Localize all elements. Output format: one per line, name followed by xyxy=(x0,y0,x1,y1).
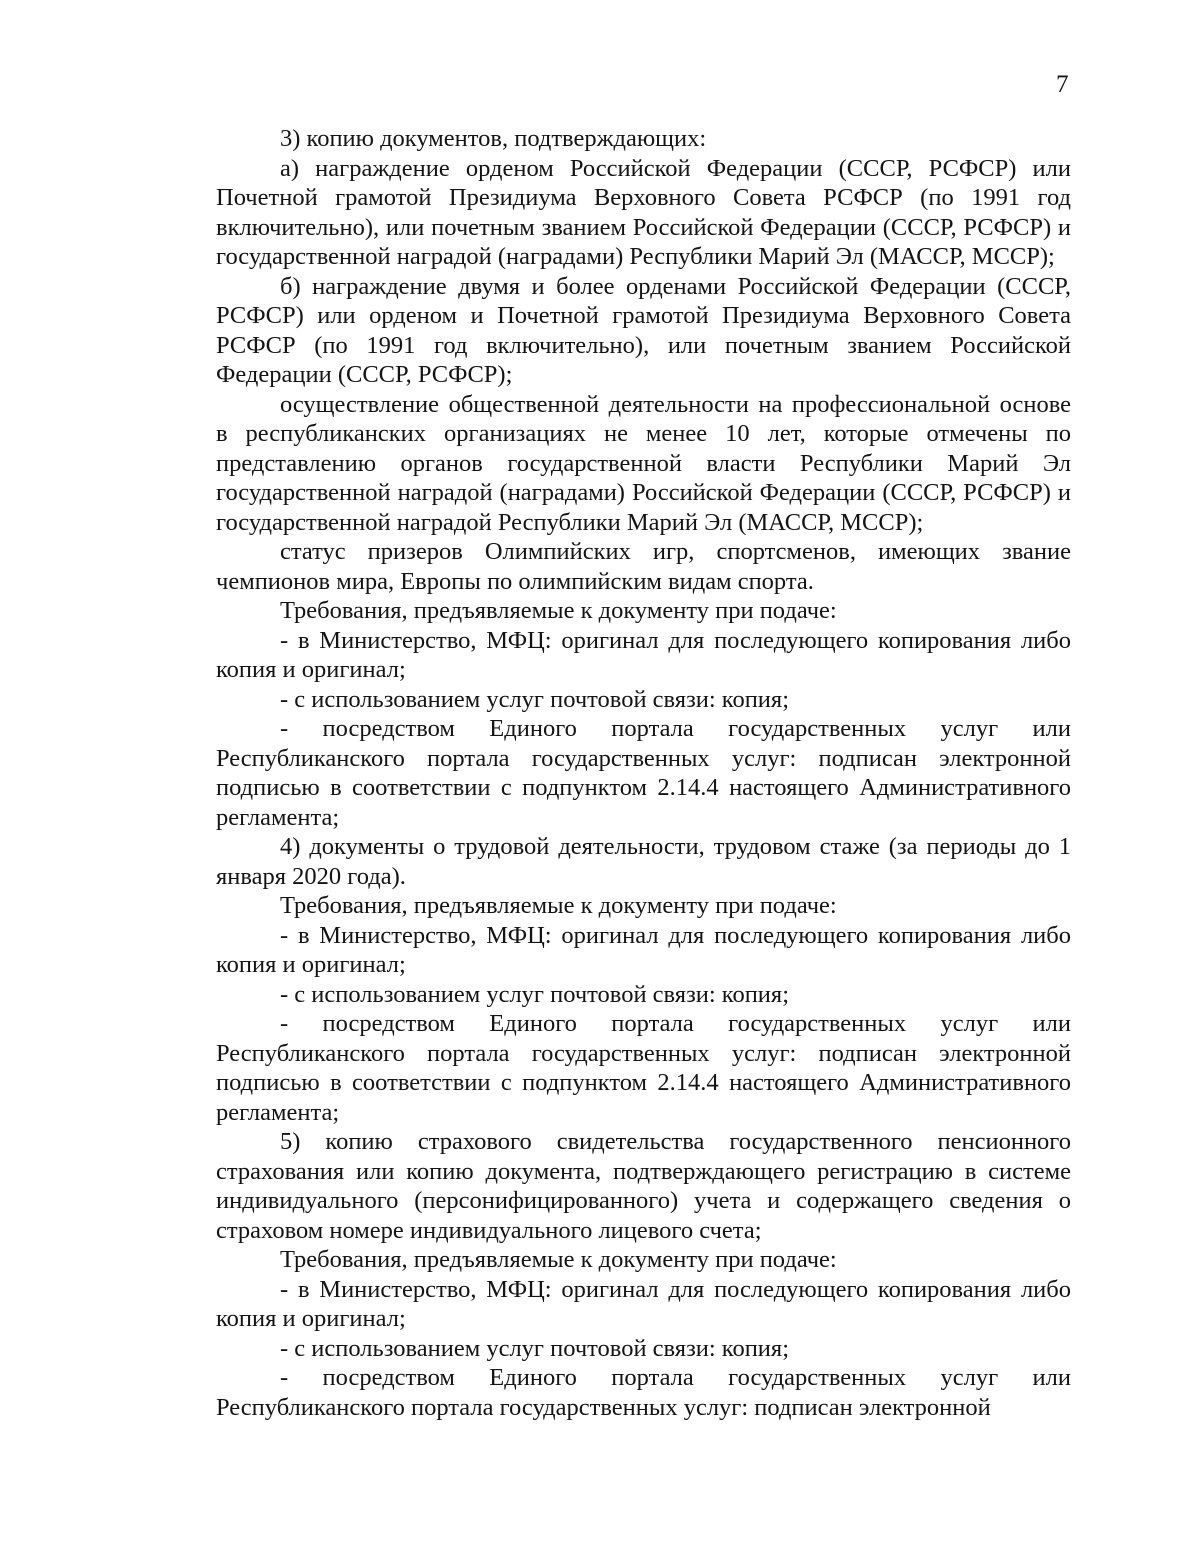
paragraph: осуществление общественной деятельности на профессиональной основе в республиканских организациях не менее 10 лет, которые отмечены по представлению органов государственной власти Республики Марий Эл государственной наградой (наградами) Российской Федерации (СССР, РСФСР) и государственной наградой Республики Марий Эл (МАССР, МССР); xyxy=(216,390,1071,536)
document-body xyxy=(216,124,1071,1422)
paragraph: - в Министерство, МФЦ: оригинал для последующего копирования либо копия и оригинал; xyxy=(216,1275,1071,1332)
paragraph: Требования, предъявляемые к документу при подаче: xyxy=(280,597,837,624)
paragraph: 5) копию страхового свидетельства государственного пенсионного страхования или копию документа, подтверждающего регистрацию в системе индивидуального (персонифицированного) учета и содержащего сведения о страховом номере индивидуального лицевого счета; xyxy=(216,1128,1071,1244)
paragraph: а) награждение орденом Российской Федерации (СССР, РСФСР) или Почетной грамотой Президиума Верховного Совета РСФСР (по 1991 год включительно), или почетным званием Российской Федерации (СССР, РСФСР) и государственной наградой (наградами) Республики Марий Эл (МАССР, МССР); xyxy=(216,154,1071,270)
paragraph: - посредством Единого портала государственных услуг или Республиканского портала государственных услуг: подписан электронной xyxy=(216,1364,1071,1421)
paragraph: - с использованием услуг почтовой связи: копия; xyxy=(280,1334,789,1362)
paragraph: 3) копию документов, подтверждающих: xyxy=(280,125,707,152)
paragraph: - посредством Единого портала государственных услуг или Республиканского портала государственных услуг: подписан электронной подписью в соответствии с подпунктом 2.14.4 настоящего Административного регламента; xyxy=(216,715,1071,831)
paragraph: - в Министерство, МФЦ: оригинал для последующего копирования либо копия и оригинал; xyxy=(216,921,1071,978)
paragraph: - с использованием услуг почтовой связи: копия; xyxy=(280,685,789,713)
paragraph: Требования, предъявляемые к документу при подаче: xyxy=(280,892,837,919)
paragraph: - в Министерство, МФЦ: оригинал для последующего копирования либо копия и оригинал; xyxy=(216,626,1071,683)
page-number: 7 xyxy=(1056,71,1069,98)
paragraph: б) награждение двумя и более орденами Российской Федерации (СССР, РСФСР) или орденом и Почетной грамотой Президиума Верховного Совета РСФСР (по 1991 год включительно), или почетным званием Российской Федерации (СССР, РСФСР); xyxy=(216,272,1071,388)
paragraph: статус призеров Олимпийских игр, спортсменов, имеющих звание чемпионов мира, Европы по олимпийским видам спорта. xyxy=(216,538,1071,595)
paragraph: - с использованием услуг почтовой связи: копия; xyxy=(280,980,789,1008)
paragraph: 4) документы о трудовой деятельности, трудовом стаже (за периоды до 1 января 2020 года). xyxy=(216,833,1071,890)
paragraph: Требования, предъявляемые к документу при подаче: xyxy=(280,1246,837,1273)
paragraph: - посредством Единого портала государственных услуг или Республиканского портала государственных услуг: подписан электронной подписью в соответствии с подпунктом 2.14.4 настоящего Административного регламента; xyxy=(216,1010,1071,1126)
